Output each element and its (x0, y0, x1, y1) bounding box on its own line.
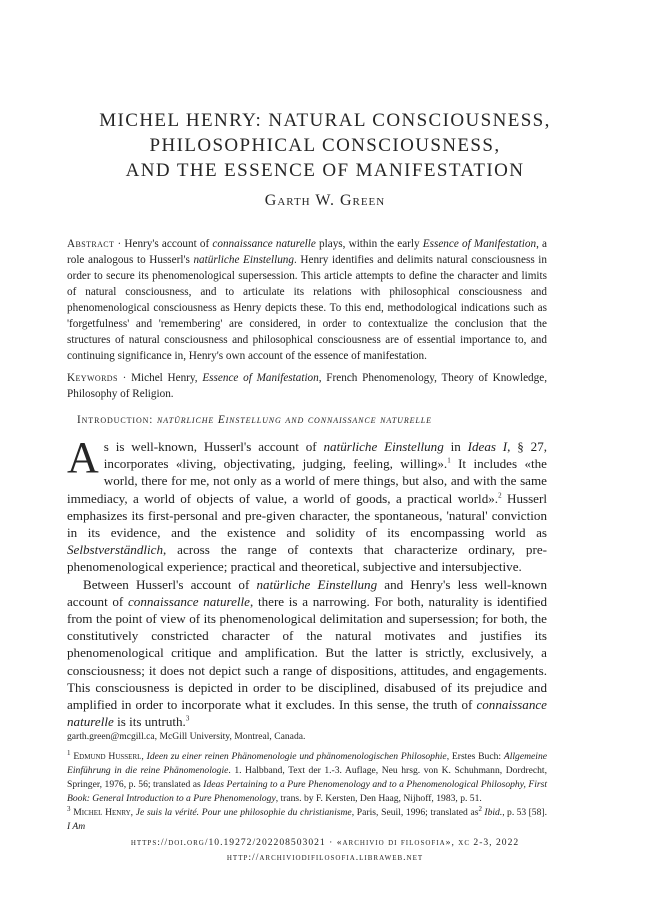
footnote-text: , Erstes Buch: (446, 751, 504, 762)
footnote-italic: Ideas Pertaining to a Pure Phenomenology and to a Phenomenological Philosophy, First Book: General Introduction to a Pure Phenomenology (67, 779, 547, 804)
section-heading (77, 414, 557, 426)
footnote-text: , p. 53 [58]. (502, 807, 547, 818)
footnote-italic: Ideen zu einer reinen Phänomenologie und phänomenologischen Philosophie (146, 751, 447, 762)
abstract-text: plays, within the early (315, 238, 423, 250)
keywords-separator: · (117, 372, 132, 384)
abstract-text: . Henry identifies and delimits natural consciousness in order to secure its phenomenological supersession. This article attempts to define the character and limits of natural consciousness, and to articulate its relations with philosophical consciousness and phenomenological consciousness as Henry depicts these. To this end, methodological indications such as 'forgetfulness' and 'remembering' are considered, in order to contextualize the conclusion that the structures of natural consciousness and philosophical consciousness are of essential importance to, and continuing significance in, Henry's own account of the essence of manifestation. (67, 254, 547, 362)
section-heading-text: Introduction: (77, 414, 158, 426)
paragraph-text: is its untruth. (113, 714, 186, 730)
paragraph-italic: connaissance naturelle (67, 697, 547, 730)
paragraph-italic: connaissance naturelle (127, 593, 250, 609)
footnote-italic: I Am (67, 821, 86, 832)
doi-footer[interactable]: https://doi.org/10.19272/202208503021 · «archivio di filosofia», xc 2-3, 2022 (130, 837, 520, 848)
abstract-separator: · (114, 238, 125, 250)
footnote-number: 2 (478, 804, 482, 813)
paragraph-italic: Selbstverständlich (67, 542, 164, 558)
footnote-author: Edmund Husserl (73, 751, 142, 762)
footnote-italic: Ibid. (484, 807, 503, 818)
paragraph-text: in (443, 439, 468, 454)
paragraph-text: , § 27, incorporates «living, objectivating, judging, feeling, willing». (103, 439, 548, 472)
paragraph-text: and Henry's less well-known account of (67, 576, 547, 609)
footnote-text: , (130, 807, 136, 818)
author-affiliation: garth.green@mcgill.ca, McGill University, Montreal, Canada. (67, 731, 306, 742)
keywords-label: Keywords (67, 372, 118, 384)
article-title (60, 108, 590, 183)
paragraph-italic: natürliche Einstellung (256, 576, 378, 592)
abstract-italic: natürliche Einstellung (193, 254, 294, 266)
keywords (67, 370, 547, 402)
footnote-ref[interactable]: 3 (185, 714, 190, 723)
title-line-2: PHILOSOPHICAL CONSCIOUSNESS, (149, 135, 501, 156)
paragraph-text: It includes «the world, there for me, not only as a world of mere things, but also, and with the same immediacy, a world of objects of value, a world of goods, a practical world». (67, 456, 547, 506)
footnote-italic: Allgemeine Einführung in die reine Phänomenologie (67, 751, 548, 776)
abstract (67, 236, 547, 364)
website-footer[interactable]: http://archiviodifilosofia.libraweb.net (226, 852, 424, 863)
paragraph-text: Husserl emphasizes its first-personal and pre-given character, the spontaneous, 'natural' conviction in its evidence, and the existence and solidity of its encompassing world as (67, 490, 547, 541)
footnote-italic: Je suis la vérité. Pour une philosophie du christianisme (135, 807, 352, 818)
footnotes (67, 730, 547, 834)
footnote-text: . 1. Halbband, Text der 1.-3. Auflage, Neu hrsg. von K. Schuhmann, Dordrecht, Springer, 1976, p. 56; translated as (67, 765, 547, 790)
title-line-1: MICHEL HENRY: NATURAL CONSCIOUSNESS, (99, 110, 551, 131)
footnote-2 (478, 806, 547, 820)
abstract-text: , a role analogous to Husserl's (67, 238, 548, 266)
keywords-text: , French Phenomenology, Theory of Knowledge, Philosophy of Religion. (67, 372, 547, 400)
abstract-italic: Essence of Manifestation (422, 238, 537, 250)
abstract-text: Henry's account of (124, 238, 213, 250)
footnote-text: , trans. by F. Kersten, Den Haag, Nijhoff, 1983, p. 51. (275, 793, 482, 804)
abstract-label: Abstract (67, 238, 115, 250)
paragraph-2 (67, 576, 547, 731)
section-heading-italic: natürliche Einstellung and connaissance naturelle (157, 414, 432, 426)
drop-cap: A (67, 433, 99, 482)
footnote-author: Michel Henry (73, 807, 131, 818)
keywords-italic: Essence of Manifestation (202, 372, 319, 384)
footnote-number: 1 (67, 748, 71, 757)
paragraph-text: , there is a narrowing. For both, naturality is identified from the point of view of its phenomenological delimitation and supersession; for both, the constitutively constricted character of the natural motivates and justifies its phenomenological critique and amplification. But the latter is strictly, exclusively, a consciousness; it does not depict such a range of dispositions, attitudes, and engagements. This consciousness is depicted in order to be disciplined, disabused of its prejudice and amplified in order to incorporate what it excludes. In this sense, the truth of (67, 593, 547, 713)
footnote-number: 3 (67, 804, 71, 813)
title-line-3: AND THE ESSENCE OF MANIFESTATION (125, 160, 525, 181)
paragraph-italic: Ideas I (467, 439, 508, 454)
footnote-ref[interactable]: 1 (447, 456, 451, 465)
article-author: Garth W. Green (264, 192, 386, 209)
paragraph-text: s is well-known, Husserl's account of (103, 439, 324, 454)
footnote-text: , (141, 751, 147, 762)
body-text (67, 433, 548, 730)
abstract-italic: connaissance naturelle (212, 238, 316, 250)
paragraph-text: , across the range of contexts that characterize ordinary, pre-phenomenological experience; practical and theoretical, subjective and intersubjective. (67, 542, 547, 575)
footnote-text: , Paris, Seuil, 1996; translated as (351, 807, 479, 818)
paragraph-italic: natürliche Einstellung (323, 439, 444, 454)
footnote-ref[interactable]: 2 (498, 491, 502, 500)
footnote-3 (67, 806, 547, 834)
keywords-text: Michel Henry, (131, 372, 203, 384)
paragraph-text: Between Husserl's account of (83, 576, 257, 592)
paragraph-1 (67, 433, 548, 576)
